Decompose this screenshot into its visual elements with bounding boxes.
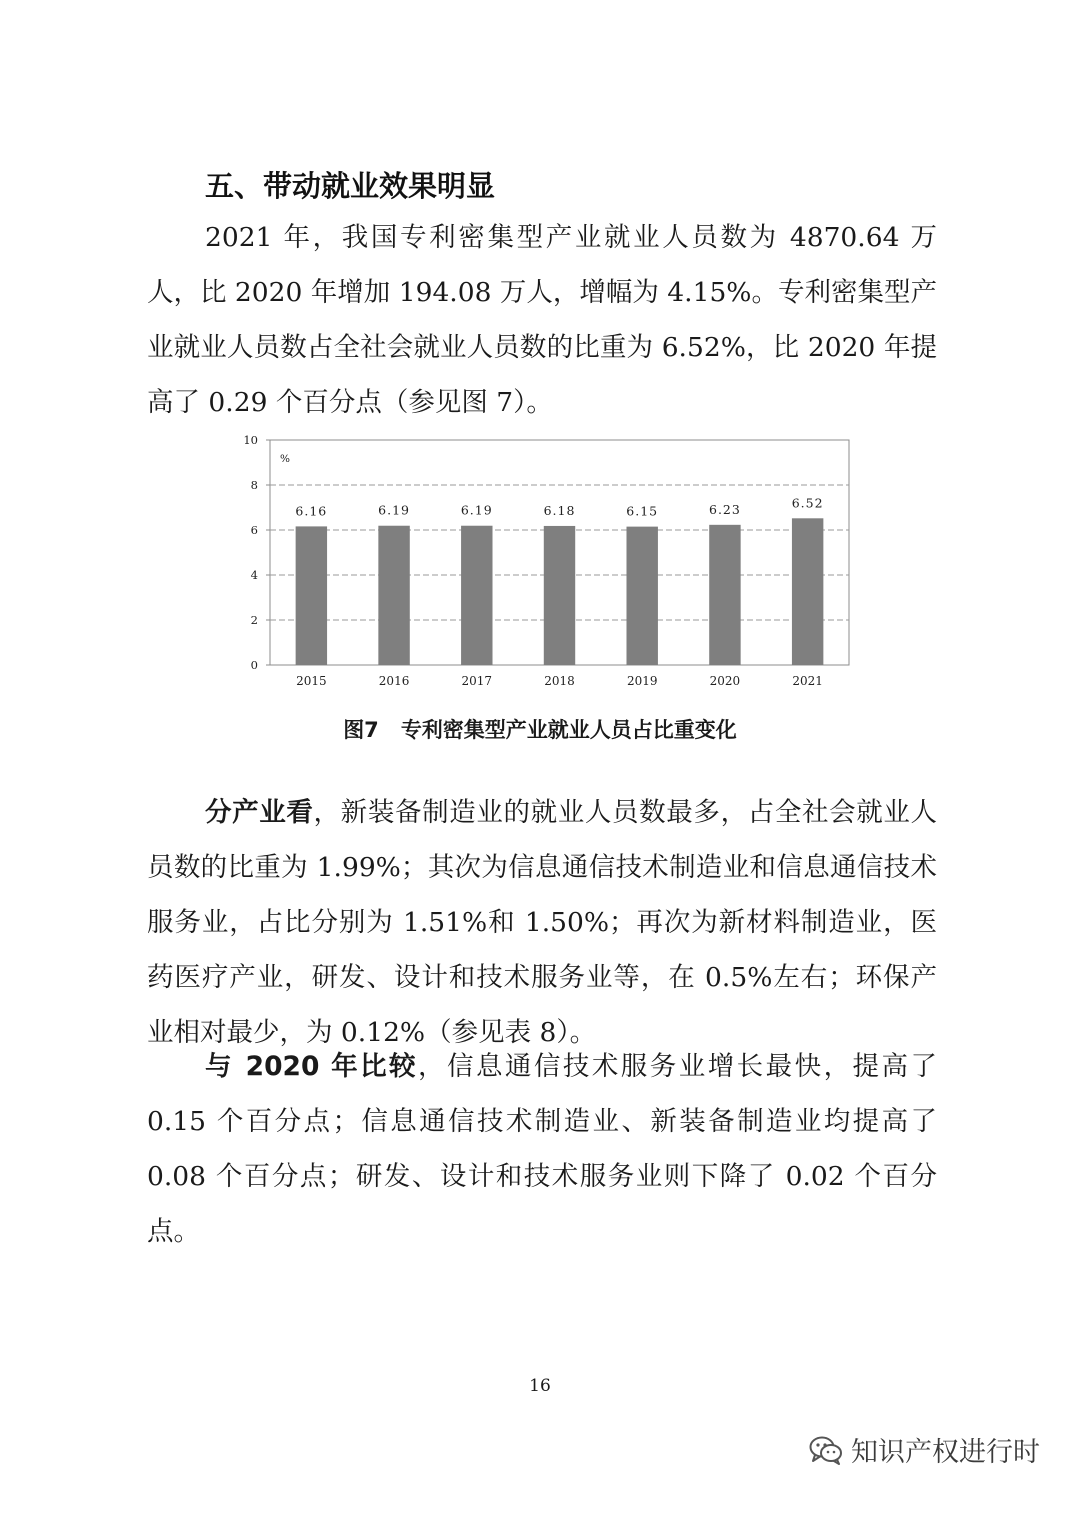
paragraph-lead: 与 2020 年比较 (205, 1051, 419, 1082)
data-label: 6.16 (295, 503, 328, 519)
section-heading: 五、带动就业效果明显 (205, 169, 496, 203)
watermark (809, 1430, 1040, 1469)
paragraph-vs-2020 (147, 1039, 937, 1259)
bar (626, 527, 657, 665)
employment-share-chart (222, 425, 862, 700)
bar (296, 526, 327, 665)
figure-title: 专利密集型产业就业人员占比重变化 (400, 718, 737, 742)
paragraph-body: ，信息通信技术服务业增长最快，提高了 0.15 个百分点；信息通信技术制造业、新装备制造业均提高了 0.08 个百分点；研发、设计和技术服务业则下降了 0.02 个百分点。 (147, 1051, 937, 1247)
paragraph-employment-total: 2021 年，我国专利密集型产业就业人员数为 4870.64 万人，比 2020 年增加 194.08 万人，增幅为 4.15%。专利密集型产业就业人员数占全社会就业人员数的比重为 6.52%，比 2020 年提高了 0.29 个百分点（参见图 7）。 (147, 222, 937, 418)
data-label: 6.15 (626, 503, 659, 519)
wechat-icon (809, 1435, 843, 1465)
bar (709, 525, 740, 665)
y-tick-label: 2 (250, 613, 258, 627)
x-tick-label: 2016 (378, 674, 410, 688)
x-tick-label: 2020 (709, 674, 741, 688)
x-tick-label: 2019 (626, 674, 658, 688)
data-label: 6.18 (543, 502, 576, 518)
bar (461, 526, 492, 665)
bar (544, 526, 575, 665)
paragraph-lead: 分产业看 (205, 797, 314, 828)
x-tick-label: 2021 (792, 674, 823, 688)
chart-svg (222, 425, 862, 700)
unit-label: % (280, 453, 290, 465)
data-label: 6.23 (709, 501, 741, 517)
y-tick-label: 0 (250, 658, 258, 672)
x-tick-label: 2015 (296, 674, 327, 688)
y-tick-label: 4 (250, 568, 258, 582)
bar (378, 526, 409, 665)
paragraph-by-industry (147, 785, 937, 1060)
data-label: 6.19 (460, 502, 493, 518)
x-tick-label: 2018 (544, 674, 575, 688)
y-tick-label: 10 (243, 433, 258, 447)
watermark-text: 知识产权进行时 (851, 1437, 1040, 1468)
y-tick-label: 6 (250, 523, 258, 537)
data-label: 6.19 (378, 502, 410, 518)
paragraph-body: ，新装备制造业的就业人员数最多，占全社会就业人员数的比重为 1.99%；其次为信息通信技术制造业和信息通信技术服务业，占比分别为 1.51%和 1.50%；再次为新材料制造业，医药医疗产业，研发、设计和技术服务业等，在 0.5%左右；环保产业相对最少，为 0.12%（参见表 8）。 (147, 797, 938, 1048)
figure-caption (0, 715, 1080, 745)
bar (792, 518, 823, 665)
x-tick-label: 2017 (461, 674, 493, 688)
page-number: 16 (529, 1376, 551, 1396)
figure-number: 图7 (343, 718, 379, 742)
y-tick-label: 8 (250, 478, 258, 492)
data-label: 6.52 (791, 495, 824, 511)
